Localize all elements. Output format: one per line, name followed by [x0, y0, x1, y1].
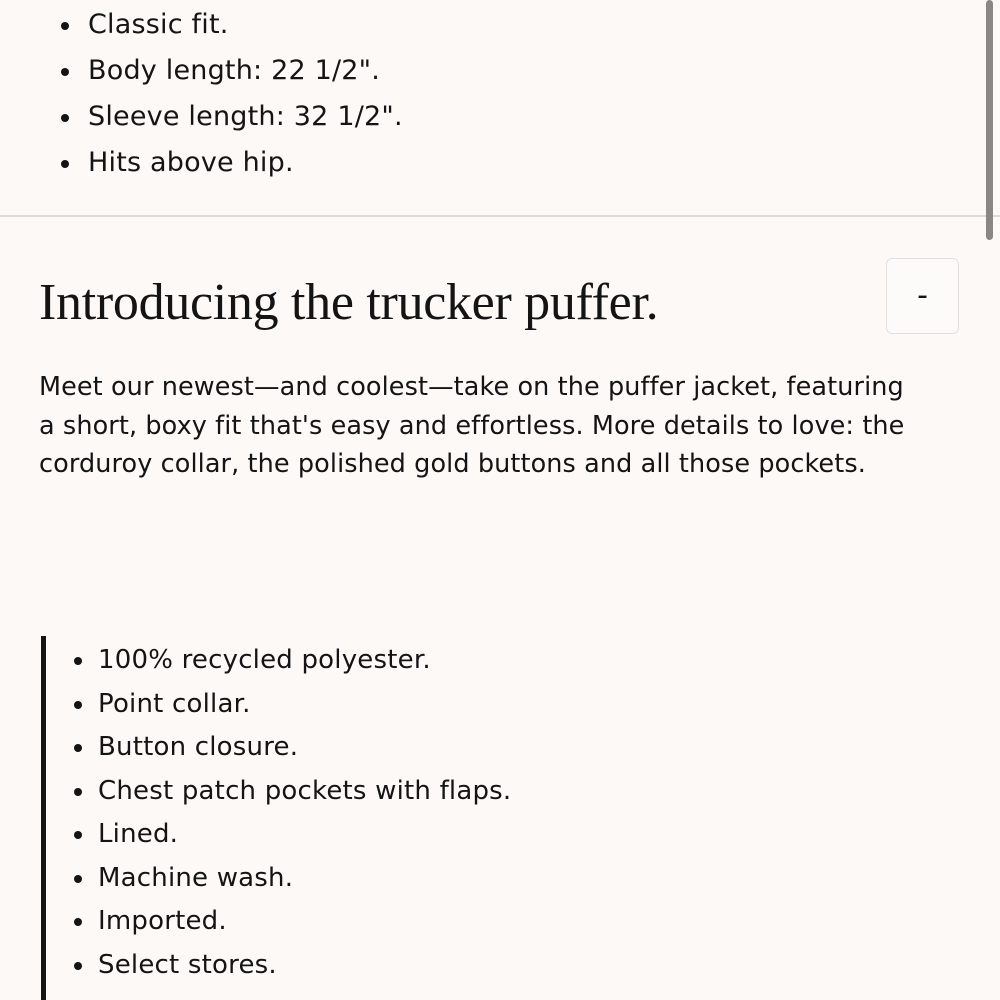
list-item: Machine wash.	[68, 857, 511, 901]
collapse-toggle-button[interactable]: -	[886, 258, 959, 334]
scrollbar-thumb[interactable]	[986, 0, 993, 240]
list-item: 100% recycled polyester.	[68, 639, 511, 683]
list-item: Classic fit.	[54, 4, 403, 50]
list-item: Button closure.	[68, 726, 511, 770]
fit-details-list	[54, 4, 403, 188]
section-divider	[0, 215, 1000, 217]
section-heading: Introducing the trucker puffer.	[39, 274, 659, 331]
list-item: Chest patch pockets with flaps.	[68, 770, 511, 814]
section-description: Meet our newest—and coolest—take on the puffer jacket, featuring a short, boxy fit that's easy and effortless. More details to love: the corduroy collar, the polished gold buttons and all those pockets.	[39, 372, 905, 479]
list-item: Sleeve length: 32 1/2".	[54, 96, 403, 142]
list-item: Imported.	[68, 900, 511, 944]
product-details-list	[68, 639, 511, 987]
list-item: Body length: 22 1/2".	[54, 50, 403, 96]
list-item: Point collar.	[68, 683, 511, 727]
details-accent-bar	[41, 636, 46, 1000]
list-item: Lined.	[68, 813, 511, 857]
list-item: Hits above hip.	[54, 142, 403, 188]
list-item: Select stores.	[68, 944, 511, 988]
